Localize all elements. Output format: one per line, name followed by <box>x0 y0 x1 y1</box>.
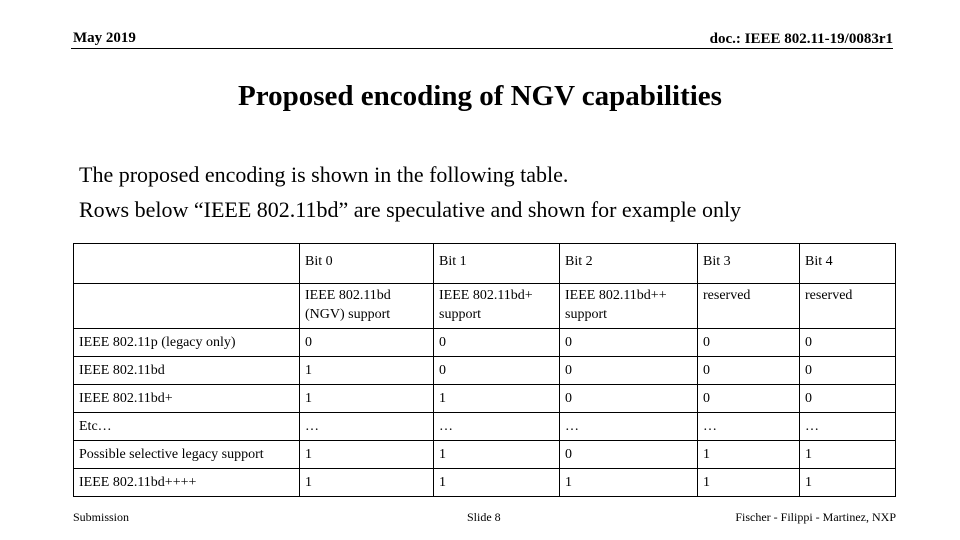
row-label-cell: IEEE 802.11p (legacy only) <box>74 329 300 357</box>
value-cell: 1 <box>800 441 896 469</box>
bit-header-cell: Bit 0 <box>300 244 434 284</box>
value-cell: … <box>560 413 698 441</box>
value-cell: 1 <box>698 469 800 497</box>
header-rule <box>71 48 893 49</box>
value-cell: 0 <box>560 357 698 385</box>
bit-description-line: support <box>439 307 481 322</box>
table-row <box>74 357 896 385</box>
value-cell: 1 <box>434 385 560 413</box>
value-cell: 1 <box>434 441 560 469</box>
bit-description-cell <box>300 284 434 329</box>
value-cell: 1 <box>434 469 560 497</box>
footer-submission: Submission <box>73 510 130 524</box>
bit-header-cell: Bit 1 <box>434 244 560 284</box>
value-cell: 1 <box>698 441 800 469</box>
footer-authors: Fischer - Filippi - Martinez, NXP <box>735 510 896 524</box>
table-row <box>74 469 896 497</box>
bit-description-line: reserved <box>703 288 751 303</box>
value-cell: 0 <box>800 357 896 385</box>
bit-description-line: IEEE 802.11bd+ <box>439 288 533 303</box>
row-label-cell: IEEE 802.11bd <box>74 357 300 385</box>
value-cell: … <box>800 413 896 441</box>
table-corner-cell <box>74 284 300 329</box>
value-cell: 0 <box>560 329 698 357</box>
bit-description-line: reserved <box>805 288 853 303</box>
bit-header-cell: Bit 4 <box>800 244 896 284</box>
body-text-line-2: Rows below “IEEE 802.11bd” are speculative and shown for example only <box>79 197 742 222</box>
value-cell: 0 <box>698 385 800 413</box>
bit-description-cell <box>434 284 560 329</box>
bit-header-cell: Bit 3 <box>698 244 800 284</box>
row-label-cell: Possible selective legacy support <box>74 441 300 469</box>
value-cell: 0 <box>800 329 896 357</box>
row-label-cell: IEEE 802.11bd++++ <box>74 469 300 497</box>
value-cell: 0 <box>300 329 434 357</box>
header-doc-id: doc.: IEEE 802.11-19/0083r1 <box>709 31 893 47</box>
row-label-cell: Etc… <box>74 413 300 441</box>
header-date: May 2019 <box>73 30 136 46</box>
value-cell: 0 <box>698 329 800 357</box>
table-row <box>74 441 896 469</box>
table-row <box>74 385 896 413</box>
value-cell: 1 <box>560 469 698 497</box>
table-bit-header-row <box>74 244 896 284</box>
bit-description-line: IEEE 802.11bd <box>305 288 391 303</box>
body-text-line-1: The proposed encoding is shown in the following table. <box>79 162 569 187</box>
value-cell: 0 <box>560 385 698 413</box>
table-row <box>74 413 896 441</box>
value-cell: … <box>698 413 800 441</box>
bit-description-cell <box>698 284 800 329</box>
value-cell: 0 <box>698 357 800 385</box>
bit-header-cell: Bit 2 <box>560 244 698 284</box>
value-cell: 1 <box>300 385 434 413</box>
table-corner-cell <box>74 244 300 284</box>
bit-description-line: support <box>565 307 607 322</box>
value-cell: 0 <box>434 329 560 357</box>
row-label-cell: IEEE 802.11bd+ <box>74 385 300 413</box>
table-description-row <box>74 284 896 329</box>
value-cell: 0 <box>560 441 698 469</box>
bit-description-line: (NGV) support <box>305 307 391 322</box>
table-row <box>74 329 896 357</box>
value-cell: 0 <box>800 385 896 413</box>
bit-description-cell <box>560 284 698 329</box>
footer-slide-number: Slide 8 <box>467 510 501 524</box>
value-cell: … <box>300 413 434 441</box>
value-cell: 1 <box>300 469 434 497</box>
value-cell: 1 <box>300 357 434 385</box>
value-cell: 0 <box>434 357 560 385</box>
encoding-table <box>73 243 896 497</box>
slide-title: Proposed encoding of NGV capabilities <box>238 80 722 112</box>
value-cell: … <box>434 413 560 441</box>
value-cell: 1 <box>800 469 896 497</box>
bit-description-cell <box>800 284 896 329</box>
value-cell: 1 <box>300 441 434 469</box>
bit-description-line: IEEE 802.11bd++ <box>565 288 667 303</box>
